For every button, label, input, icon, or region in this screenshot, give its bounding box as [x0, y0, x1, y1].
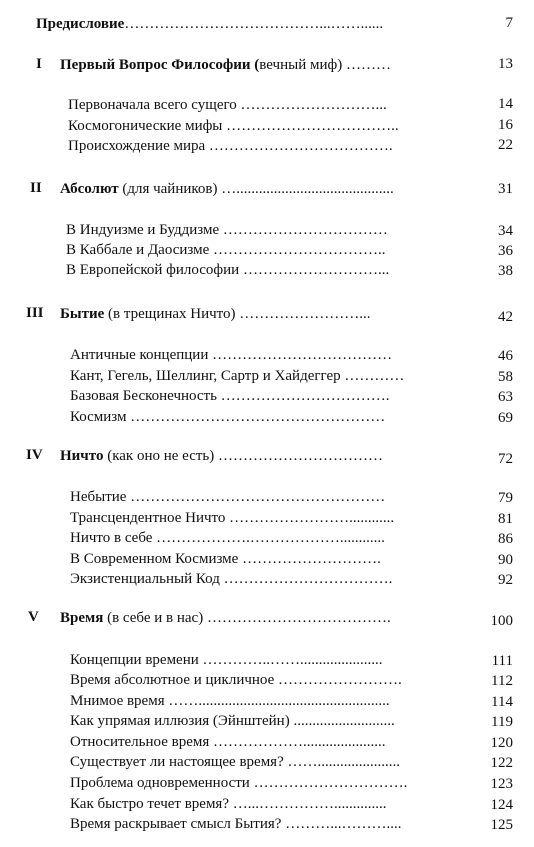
toc-leader-text: Космизм …………………………………………… [70, 409, 386, 425]
chapter-number: I [36, 56, 42, 72]
page-number: 123 [490, 776, 513, 792]
toc-leader-text: Как упрямая иллюзия (Эйнштейн) ........................... [70, 713, 395, 729]
page-number: 120 [490, 735, 513, 751]
page-number: 119 [491, 714, 513, 730]
toc-leader-text: В Европейской философии ………………………... [66, 262, 390, 278]
toc-subentry [70, 795, 387, 813]
toc-leader-text: В Индуизме и Буддизме …………………………… [66, 222, 388, 238]
page-number: 124 [490, 797, 513, 813]
page-number: 58 [498, 369, 513, 385]
toc-subentry [70, 529, 385, 547]
toc-leader-text: Проблема одновременности …………………………. [70, 775, 408, 791]
page-number: 69 [498, 410, 513, 426]
toc-leader-text: Базовая Бесконечность ……………………………. [70, 388, 390, 404]
toc-leader-text: Время раскрывает смысл Бытия? ………...……….... [70, 816, 402, 832]
page-number: 63 [498, 389, 513, 405]
toc-subentry [70, 815, 401, 833]
page-number: 90 [498, 552, 513, 568]
toc-leader-text: Трансцендентное Ничто ……………………............ [70, 510, 395, 526]
toc-leader-text: Существует ли настоящее время? ……...................... [70, 754, 400, 770]
toc-leader-text: Первоначала всего сущего ………………………... [68, 97, 387, 113]
toc-subentry [70, 692, 390, 710]
page-number: 92 [498, 572, 513, 588]
page-number: 100 [490, 613, 513, 629]
page-number: 38 [498, 263, 513, 279]
toc-leader-text: Время абсолютное и цикличное ……………………. [70, 672, 402, 688]
toc-subentry [68, 137, 393, 155]
toc-subentry [68, 96, 387, 114]
toc-leader-text: В Современном Космизме ………………………. [70, 551, 381, 567]
toc-subentry [68, 117, 399, 135]
page-number: 36 [498, 243, 513, 259]
toc-leader-text: Космогонические мифы …………………………….. [68, 118, 399, 134]
chapter-number: IV [26, 447, 43, 463]
toc-subentry [66, 241, 386, 259]
toc-leader-text: …………………………………...……...... [124, 16, 384, 32]
toc-leader-text: Происхождение мира ………………………………. [68, 138, 393, 154]
toc-leader-text: Экзистенциальный Код ……………………………. [70, 571, 393, 587]
page-number: 111 [491, 653, 513, 669]
toc-subentry [70, 774, 407, 792]
toc-leader-text: Мнимое время ……................................................... [70, 693, 390, 709]
toc-subentry [70, 550, 381, 568]
toc-chapter-entry [60, 180, 394, 198]
page-number: 22 [498, 137, 513, 153]
toc-entry-preface [36, 15, 383, 33]
toc-subentry [70, 671, 402, 689]
toc-subentry [70, 387, 389, 405]
toc-leader-text: Относительное время ………………...................... [70, 734, 386, 750]
page-number: 86 [498, 531, 513, 547]
toc-leader-text: Ничто в себе ……………….………………............ [70, 530, 385, 546]
page-number: 14 [498, 96, 513, 112]
toc-leader-text: Концепции времени …………..……...................... [70, 652, 383, 668]
chapter-number: II [30, 180, 42, 196]
toc-leader-text: В Каббале и Даосизме …………………………….. [66, 242, 386, 258]
toc-subentry [66, 221, 388, 239]
page-number: 13 [498, 56, 513, 72]
toc-chapter-entry [60, 609, 391, 627]
toc-bold-text: Ничто [60, 448, 104, 464]
page-number: 46 [498, 348, 513, 364]
toc-leader-text: Кант, Гегель, Шеллинг, Сартр и Хайдеггер ………… [70, 368, 405, 384]
chapter-number: V [28, 609, 39, 625]
toc-leader-text: (для чайников) ….......................................... [118, 181, 394, 197]
page-number: 42 [498, 309, 513, 325]
page-number: 16 [498, 117, 513, 133]
toc-subentry [70, 753, 400, 771]
page-number: 125 [490, 817, 513, 833]
toc-subentry [70, 651, 383, 669]
toc-subentry [70, 488, 385, 506]
page-number: 81 [498, 511, 513, 527]
toc-subentry [70, 408, 385, 426]
toc-leader-text: Как быстро течет время? …...…………….............. [70, 796, 387, 812]
page-number: 114 [491, 694, 513, 710]
toc-chapter-entry [60, 305, 371, 323]
toc-bold-text: Бытие [60, 306, 105, 322]
toc-bold-text: Предисловие [36, 16, 125, 32]
toc-bold-text: Абсолют [60, 181, 119, 197]
toc-subentry [66, 261, 389, 279]
toc-leader-text: (как оно не есть) …………………………… [103, 448, 383, 464]
page-number: 7 [505, 15, 513, 31]
toc-chapter-entry [60, 56, 391, 74]
toc-subentry [70, 570, 392, 588]
toc-bold-text: Первый Вопрос Философии ( [60, 57, 260, 73]
page-number: 72 [498, 451, 513, 467]
toc-chapter-entry [60, 447, 383, 465]
page-number: 112 [491, 673, 513, 689]
toc-leader-text: Небытие …………………………………………… [70, 489, 386, 505]
page-number: 122 [490, 755, 513, 771]
toc-subentry [70, 712, 395, 730]
page-number: 31 [498, 181, 513, 197]
toc-subentry [70, 367, 404, 385]
toc-subentry [70, 346, 392, 364]
toc-leader-text: Античные концепции ……………………………… [70, 347, 393, 363]
chapter-number: III [26, 305, 44, 321]
toc-subentry [70, 509, 394, 527]
toc-bold-text: Время [60, 610, 104, 626]
toc-subentry [70, 733, 386, 751]
toc-leader-text: вечный миф) ……… [259, 57, 391, 73]
page-number: 79 [498, 490, 513, 506]
toc-leader-text: (в трещинах Ничто) ……………………... [104, 306, 371, 322]
toc-leader-text: (в себе и в нас) ………………………………. [103, 610, 391, 626]
page-number: 34 [498, 223, 513, 239]
